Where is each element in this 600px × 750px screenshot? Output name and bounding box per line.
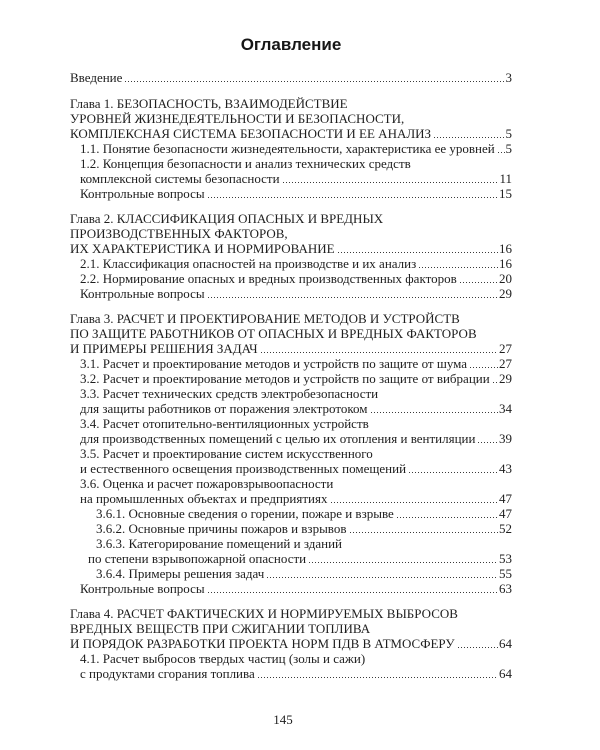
toc-section-3-1 [70,356,512,371]
toc-review-questions-2 [70,286,512,301]
review-questions-label: Контрольные вопросы [80,186,205,201]
page-number: 52 [499,521,512,536]
chapter-heading-line: ИХ ХАРАКТЕРИСТИКА И НОРМИРОВАНИЕ [70,241,335,256]
toc-line [70,211,512,226]
page-number: 16 [499,241,512,256]
toc-line [70,551,512,566]
dot-leader [338,252,498,253]
toc-section-1-1 [70,141,512,156]
subsection-title-line: по степени взрывопожарной опасности [88,551,307,566]
page-number: 3 [505,70,512,85]
toc-line [70,636,512,651]
toc-line [70,241,512,256]
dot-leader [371,412,499,413]
chapter-heading-line: И ПОРЯДОК РАЗРАБОТКИ ПРОЕКТА НОРМ ПДВ В АТМОСФЕРУ [70,636,455,651]
toc-review-questions-1 [70,186,512,201]
toc-line [70,401,512,416]
page-number: 20 [499,271,512,286]
toc-line [70,111,512,126]
toc-line [70,371,512,386]
dot-leader [460,282,498,283]
page-number: 16 [499,256,512,271]
page-number: 43 [499,461,512,476]
subsection-title-line: 3.6.1. Основные сведения о горении, пожаре и взрыве [96,506,394,521]
toc-line [70,431,512,446]
toc-line [70,226,512,241]
toc-line [70,311,512,326]
dot-leader [458,647,498,648]
toc-line [70,521,512,536]
page-number: 29 [499,371,512,386]
toc-entry-intro [70,70,512,85]
subsection-title-line: 3.6.2. Основные причины пожаров и взрывов [96,521,347,536]
section-title-line: для защиты работников от поражения электротоком [80,401,368,416]
section-title-line: на промышленных объектах и предприятиях [80,491,328,506]
dot-leader [409,472,498,473]
chapter-heading-line: УРОВНЕЙ ЖИЗНЕДЕЯТЕЛЬНОСТИ И БЕЗОПАСНОСТИ, [70,111,405,126]
dot-leader [261,352,498,353]
section-title-line: 1.1. Понятие безопасности жизнедеятельности, характеристика ее уровней [80,141,495,156]
toc-subsection-3-6-3 [70,536,512,566]
page-title: Оглавление [240,35,342,54]
toc-line [70,581,512,596]
chapter-heading-line: ВРЕДНЫХ ВЕЩЕСТВ ПРИ СЖИГАНИИ ТОПЛИВА [70,621,371,636]
section-title-line: комплексной системы безопасности [80,171,280,186]
toc-section-4-1 [70,651,512,681]
toc-line [70,70,512,85]
toc-section-3-4 [70,416,512,446]
toc-subsection-3-6-1 [70,506,512,521]
review-questions-label: Контрольные вопросы [80,581,205,596]
section-title-line: с продуктами сгорания топлива [80,666,255,681]
table-of-contents [70,70,512,681]
toc-line [70,566,512,581]
dot-leader [498,152,505,153]
section-title-line: 3.2. Расчет и проектирование методов и устройств по защите от вибрации [80,371,490,386]
section-title-line: 1.2. Концепция безопасности и анализ технических средств [80,156,411,171]
chapter-heading-line: Глава 2. КЛАССИФИКАЦИЯ ОПАСНЫХ И ВРЕДНЫХ [70,211,384,226]
dot-leader [208,197,498,198]
entry-title: Введение [70,70,123,85]
toc-line [70,416,512,431]
dot-leader [267,577,498,578]
toc-subsection-3-6-4 [70,566,512,581]
toc-line [70,256,512,271]
dot-leader [331,502,499,503]
toc-line [70,651,512,666]
toc-line [70,446,512,461]
section-title-line: 4.1. Расчет выбросов твердых частиц (золы и сажи) [80,651,366,666]
page-number: 39 [499,431,512,446]
toc-line [70,96,512,111]
dot-leader [208,297,498,298]
toc-review-questions-3 [70,581,512,596]
toc-line [70,666,512,681]
toc-line [70,606,512,621]
toc-chapter-2 [70,211,512,301]
dot-leader [208,592,498,593]
section-title-line: 2.2. Нормирование опасных и вредных производственных факторов [80,271,457,286]
dot-leader [478,442,498,443]
toc-section-2-2 [70,271,512,286]
section-title-line: для производственных помещений с целью их отопления и вентиляции [80,431,476,446]
dot-leader [419,267,498,268]
dot-leader [258,677,498,678]
dot-leader [493,382,498,383]
toc-line [70,271,512,286]
page-number: 15 [499,186,512,201]
toc-section-3-3 [70,386,512,416]
toc-line [70,341,512,356]
chapter-heading-line: Глава 3. РАСЧЕТ И ПРОЕКТИРОВАНИЕ МЕТОДОВ И УСТРОЙСТВ [70,311,460,326]
page-number: 27 [499,356,512,371]
dot-leader [470,367,498,368]
page-number: 11 [499,171,512,186]
toc-line [70,186,512,201]
toc-section-3-2 [70,371,512,386]
dot-leader [309,562,498,563]
toc-line [70,461,512,476]
toc-line [70,621,512,636]
dot-leader [283,182,499,183]
chapter-heading-line: ПРОИЗВОДСТВЕННЫХ ФАКТОРОВ, [70,226,288,241]
section-title-line: 2.1. Классификация опасностей на производстве и их анализ [80,256,417,271]
toc-chapter-1 [70,96,512,201]
toc-section-2-1 [70,256,512,271]
section-title-line: 3.3. Расчет технических средств электробезопасности [80,386,379,401]
chapter-heading-line: И ПРИМЕРЫ РЕШЕНИЯ ЗАДАЧ [70,341,258,356]
toc-line [70,386,512,401]
page-number: 47 [499,491,512,506]
page-number: 5 [505,141,512,156]
page-folio-number: 145 [273,712,293,727]
toc-chapter-4 [70,606,512,681]
toc-line [70,536,512,551]
toc-line [70,286,512,301]
dot-leader [125,81,504,82]
toc-line [70,141,512,156]
subsection-title-line: 3.6.3. Категорирование помещений и зданий [96,536,342,551]
chapter-heading-line: Глава 4. РАСЧЕТ ФАКТИЧЕСКИХ И НОРМИРУЕМЫХ ВЫБРОСОВ [70,606,458,621]
toc-line [70,126,512,141]
review-questions-label: Контрольные вопросы [80,286,205,301]
toc-line [70,156,512,171]
page-number: 34 [499,401,512,416]
page-number: 55 [499,566,512,581]
section-title-line: 3.1. Расчет и проектирование методов и устройств по защите от шума [80,356,468,371]
toc-section-3-5 [70,446,512,476]
page-number: 27 [499,341,512,356]
page-number: 64 [499,666,512,681]
chapter-heading-line: ПО ЗАЩИТЕ РАБОТНИКОВ ОТ ОПАСНЫХ И ВРЕДНЫХ ФАКТОРОВ [70,326,477,341]
chapter-heading-line: КОМПЛЕКСНАЯ СИСТЕМА БЕЗОПАСНОСТИ И ЕЕ АНАЛИЗ [70,126,432,141]
page-number: 63 [499,581,512,596]
toc-subsection-3-6-2 [70,521,512,536]
dot-leader [397,517,498,518]
toc-section-1-2 [70,156,512,186]
toc-chapter-3 [70,311,512,596]
section-title-line: 3.6. Оценка и расчет пожаровзрывоопасности [80,476,334,491]
toc-line [70,326,512,341]
section-title-line: 3.4. Расчет отопительно-вентиляционных устройств [80,416,369,431]
page-number: 5 [505,126,512,141]
dot-leader [350,532,499,533]
toc-line [70,356,512,371]
toc-line [70,506,512,521]
subsection-title-line: 3.6.4. Примеры решения задач [96,566,265,581]
toc-line [70,491,512,506]
section-title-line: 3.5. Расчет и проектирование систем искусственного [80,446,373,461]
page-number: 29 [499,286,512,301]
page-number: 47 [499,506,512,521]
section-title-line: и естественного освещения производственных помещений [80,461,407,476]
toc-line [70,171,512,186]
toc-line [70,476,512,491]
chapter-heading-line: Глава 1. БЕЗОПАСНОСТЬ, ВЗАИМОДЕЙСТВИЕ [70,96,348,111]
page-number: 64 [499,636,512,651]
page-number: 53 [499,551,512,566]
toc-section-3-6 [70,476,512,581]
dot-leader [434,137,504,138]
